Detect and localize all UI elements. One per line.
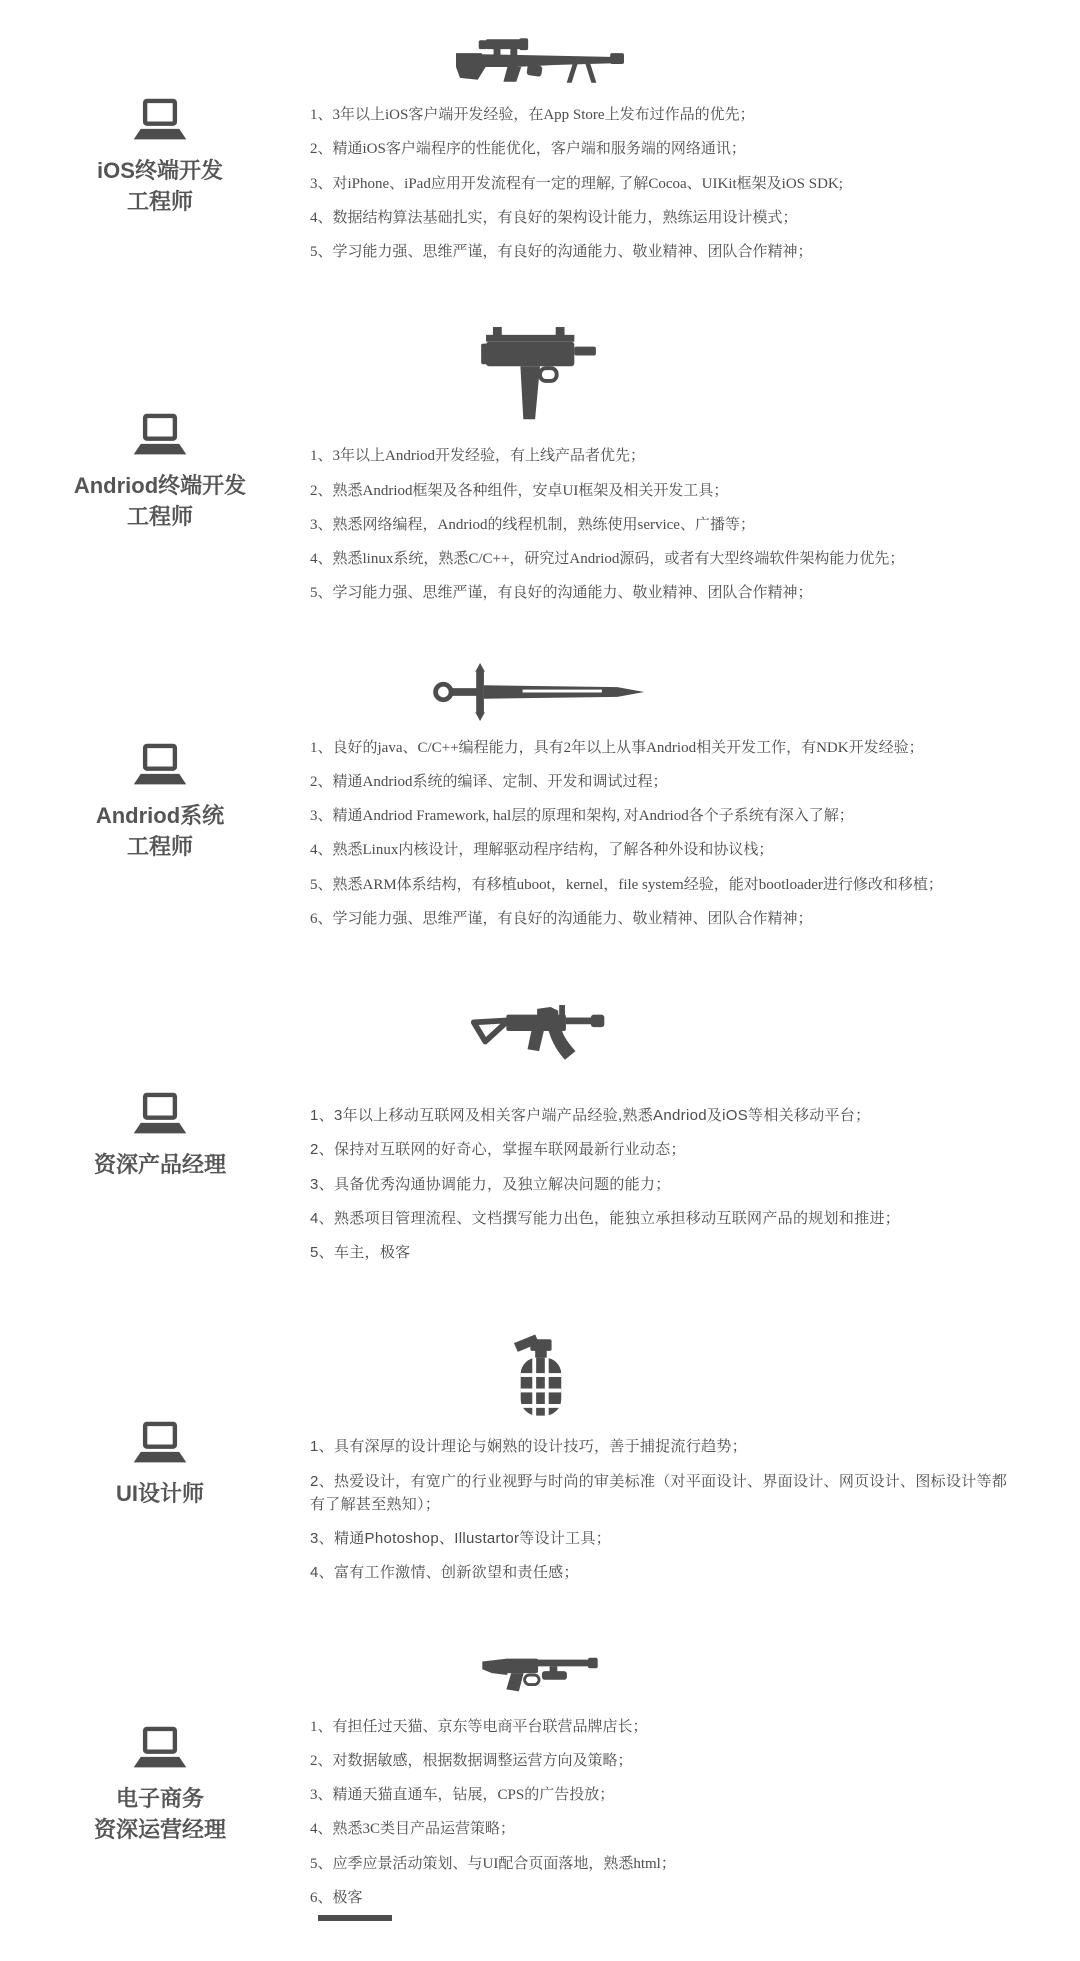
requirement-item: 5、熟悉ARM体系结构，有移植uboot，kernel，file system经验，能对bootloader进行修改和移植； xyxy=(310,876,943,893)
requirement-item: 3、精通天猫直通车，钻展，CPS的广告投放； xyxy=(310,1787,615,1803)
job-section-ios-terminal-engineer xyxy=(0,38,1080,275)
laptop-icon xyxy=(132,1106,188,1123)
requirement-item: 3、精通Andriod Framework, hal层的原理和架构, 对Andriod各个子系统有深入了解； xyxy=(310,808,854,824)
laptop-icon xyxy=(132,112,188,129)
laptop-icon xyxy=(132,427,188,444)
job-identity xyxy=(60,1724,260,1846)
requirement-item: 3、具备优秀沟通协调能力，及独立解决问题的能力； xyxy=(310,1175,671,1193)
requirement-item: 5、学习能力强、思维严谨，有良好的沟通能力、敬业精神、团队合作精神； xyxy=(310,244,813,260)
requirement-item: 1、3年以上Andriod开发经验，有上线产品者优先； xyxy=(310,448,645,465)
job-title-line1: iOS终端开发 xyxy=(97,157,223,183)
requirement-item: 5、学习能力强、思维严谨，有良好的沟通能力、敬业精神、团队合作精神； xyxy=(310,585,813,602)
requirement-item: 6、学习能力强、思维严谨，有良好的沟通能力、敬业精神、团队合作精神； xyxy=(310,910,813,927)
requirement-item: 2、对数据敏感，根据数据调整运营方向及策略； xyxy=(310,1752,633,1769)
requirements-list xyxy=(310,104,1010,264)
job-title xyxy=(60,1150,260,1181)
requirement-item: 3、熟悉网络编程，Andriod的线程机制，熟练使用service、广播等； xyxy=(310,516,755,533)
job-title-line2: 工程师 xyxy=(126,834,193,860)
requirement-item: 1、3年以上iOS客户端开发经验，在App Store上发布过作品的优先； xyxy=(310,107,755,123)
job-title-line1: 资深产品经理 xyxy=(93,1152,226,1178)
sword-icon xyxy=(310,663,770,721)
job-details xyxy=(260,1333,1040,1595)
job-title-line1: Andriod终端开发 xyxy=(73,473,247,499)
requirement-item: 2、熟悉Andriod框架及各种组件，安卓UI框架及相关开发工具； xyxy=(310,482,729,499)
sniper-rifle-icon xyxy=(310,38,770,88)
requirement-item: 4、富有工作激情、创新欲望和责任感； xyxy=(310,1564,579,1582)
job-section-senior-product-manager xyxy=(0,996,1080,1275)
job-details xyxy=(260,996,1040,1275)
requirement-item: 4、熟悉linux系统，熟悉C/C++，研究过Andriod源码，或者有大型终端软件架构能力优先； xyxy=(310,551,905,567)
requirement-item: 4、熟悉Linux内核设计，理解驱动程序结构，了解各种外设和协议栈； xyxy=(310,842,774,859)
requirement-item: 2、精通Andriod系统的编译、定制、开发和调试过程； xyxy=(310,773,668,790)
job-section-android-system-engineer xyxy=(0,663,1080,943)
requirements-list xyxy=(310,737,1010,932)
grenade-icon xyxy=(310,1333,770,1419)
job-identity xyxy=(60,1419,260,1510)
job-details xyxy=(260,38,1040,275)
job-title-line1: UI设计师 xyxy=(115,1480,204,1506)
job-title-line1: Andriod系统 xyxy=(95,803,225,829)
requirement-item: 1、3年以上移动互联网及相关客户端产品经验,熟悉Andriod及iOS等相关移动平台； xyxy=(310,1107,871,1124)
requirement-item: 1、具有深厚的设计理论与娴熟的设计技巧，善于捕捉流行趋势； xyxy=(310,1438,748,1456)
job-title xyxy=(60,801,260,863)
job-title-line1: 电子商务 xyxy=(115,1786,204,1812)
requirement-item: 4、数据结构算法基础扎实，有良好的架构设计能力，熟练运用设计模式； xyxy=(310,209,798,226)
requirements-list xyxy=(310,1435,1010,1584)
job-title xyxy=(60,1784,260,1846)
job-section-ui-designer xyxy=(0,1333,1080,1595)
job-section-ecommerce-operations-manager xyxy=(0,1650,1080,1922)
shotgun-icon xyxy=(310,1650,770,1700)
laptop-icon xyxy=(132,758,188,775)
job-title-line2: 工程师 xyxy=(126,188,193,214)
requirement-item: 2、精通iOS客户端程序的性能优化，客户端和服务端的网络通讯； xyxy=(310,141,746,158)
job-title xyxy=(60,471,260,533)
job-identity xyxy=(60,1090,260,1181)
job-section-android-terminal-engineer xyxy=(0,327,1080,616)
job-title-line2: 工程师 xyxy=(126,503,193,529)
submachine-gun-icon xyxy=(310,327,770,429)
requirement-item: 5、应季应景活动策划、与UI配合页面落地，熟悉html； xyxy=(310,1855,676,1872)
requirement-item: 5、车主，极客 xyxy=(310,1244,411,1261)
requirement-item: 3、精通Photoshop、Illustartor等设计工具； xyxy=(310,1530,612,1547)
requirements-list xyxy=(310,445,1010,605)
assault-rifle-icon xyxy=(310,996,770,1088)
requirements-list xyxy=(310,1104,1010,1264)
requirement-item: 4、熟悉3C类目产品运营策略； xyxy=(310,1821,516,1838)
requirement-item: 4、熟悉项目管理流程、文档撰写能力出色，能独立承担移动互联网产品的规划和推进； xyxy=(310,1209,901,1227)
requirements-list xyxy=(310,1716,1010,1911)
job-identity xyxy=(60,741,260,863)
requirement-item: 3、对iPhone、iPad应用开发流程有一定的理解, 了解Cocoa、UIKit框架及iOS SDK; xyxy=(310,175,843,192)
job-title xyxy=(60,156,260,218)
job-title xyxy=(60,1479,260,1510)
laptop-icon xyxy=(132,1741,188,1758)
cutoff-icon-fragment xyxy=(318,1915,392,1921)
job-identity xyxy=(60,411,260,533)
job-details xyxy=(260,1650,1040,1922)
laptop-icon xyxy=(132,1435,188,1452)
job-details xyxy=(260,663,1040,943)
requirement-item: 1、良好的java、C/C++编程能力，具有2年以上从事Andriod相关开发工作，有NDK开发经验； xyxy=(310,739,924,756)
requirement-item: 6、极客 xyxy=(310,1889,363,1906)
requirement-item: 2、保持对互联网的好奇心，掌握车联网最新行业动态； xyxy=(310,1141,686,1159)
requirement-item: 2、热爱设计，有宽广的行业视野与时尚的审美标准（对平面设计、界面设计、网页设计、图标设计等都有了解甚至熟知）； xyxy=(310,1472,1008,1513)
job-details xyxy=(260,327,1040,616)
job-title-line2: 资深运营经理 xyxy=(93,1817,226,1843)
job-identity xyxy=(60,96,260,218)
requirement-item: 1、有担任过天猫、京东等电商平台联营品牌店长； xyxy=(310,1718,648,1735)
